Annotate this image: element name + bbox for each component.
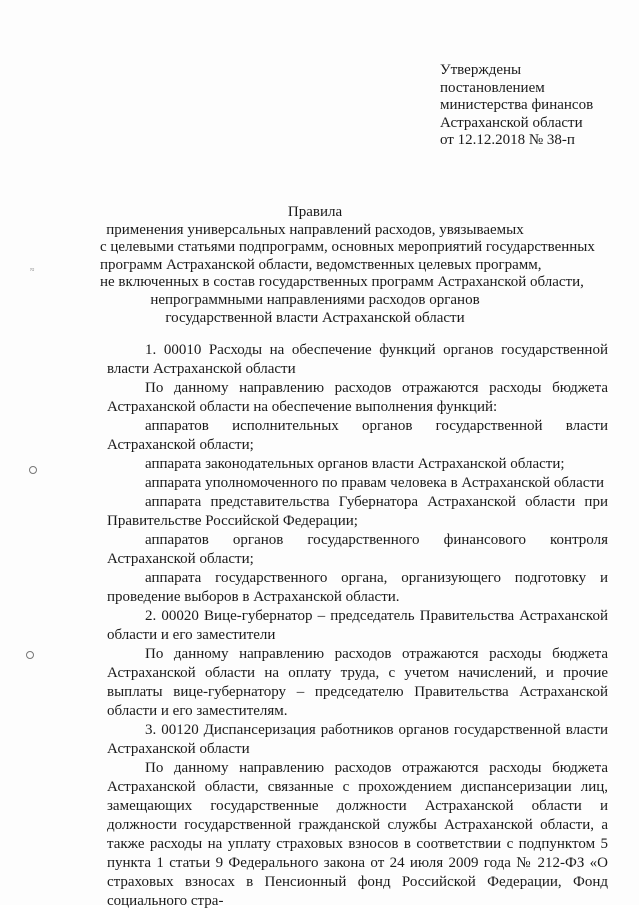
approval-line: Утверждены [440,62,522,78]
paragraph: По данному направлению расходов отражаются расходы бюджета Астраханской области, связанные с прохождением диспансеризации лиц, замещающих государственные должности Астраханской области и должности государственной гражданской службы Астраханской области, а также расходы на уплату страховых взносов в соответствии с подпунктом 5 пункта 1 статьи 9 Федерального закона от 24 июля 2009 года № 212-ФЗ «О страховых взносах в Пенсионный фонд Российской Федерации, Фонд социального стра- [107,760,608,909]
paragraph: По данному направлению расходов отражаются расходы бюджета Астраханской области на оплату труда, с учетом начислений, и прочие выплаты вице-губернатору – председателю Правительства Астраханской области и его заместителям. [107,646,608,719]
document-heading [100,204,595,327]
heading-line: не включенных в состав государственных программ Астраханской области, [100,274,584,291]
approval-stamp-block [440,62,593,150]
approval-line: министерства финансов [440,97,594,113]
list-item: аппарата законодательных органов власти Астраханской области; [145,456,565,472]
section-heading: 1. 00010 Расходы на обеспечение функций органов государственной власти Астраханской области [107,342,608,377]
approval-line: постановлением [440,79,545,96]
section-heading: 2. 00020 Вице-губернатор – председатель Правительства Астраханской области и его заместители [107,608,608,643]
list-item: аппаратов исполнительных органов государственной власти Астраханской области; [107,418,608,453]
binder-hole-mark [29,466,37,474]
list-item: аппарата уполномоченного по правам человека в Астраханской области [145,475,605,491]
binder-hole-mark [26,651,34,659]
approval-line: Астраханской области [440,114,583,131]
list-item: аппарата представительства Губернатора Астраханской области при Правительстве Российской Федерации; [107,494,608,529]
document-body [107,341,608,911]
heading-line: непрограммными направлениями расходов органов [150,291,480,308]
paragraph: По данному направлению расходов отражаются расходы бюджета Астраханской области на обеспечение выполнения функций: [107,380,608,415]
document-title: Правила [287,204,343,220]
list-item: аппарата государственного органа, организующего подготовку и проведение выборов в Астраханской области. [107,570,608,605]
section-heading: 3. 00120 Диспансеризация работников органов государственной власти Астраханской области [107,722,608,757]
approval-date-number: от 12.12.2018 № 38-п [440,132,575,148]
heading-line: применения универсальных направлений расходов, увязываемых [106,221,524,238]
list-item: аппаратов органов государственного финансового контроля Астраханской области; [107,532,608,567]
scan-speck: ≈ [30,265,35,274]
heading-line: программ Астраханской области, ведомственных целевых программ, [100,256,542,273]
heading-line: государственной власти Астраханской области [165,309,465,326]
heading-line: с целевыми статьями подпрограмм, основных мероприятий государственных [100,239,595,256]
